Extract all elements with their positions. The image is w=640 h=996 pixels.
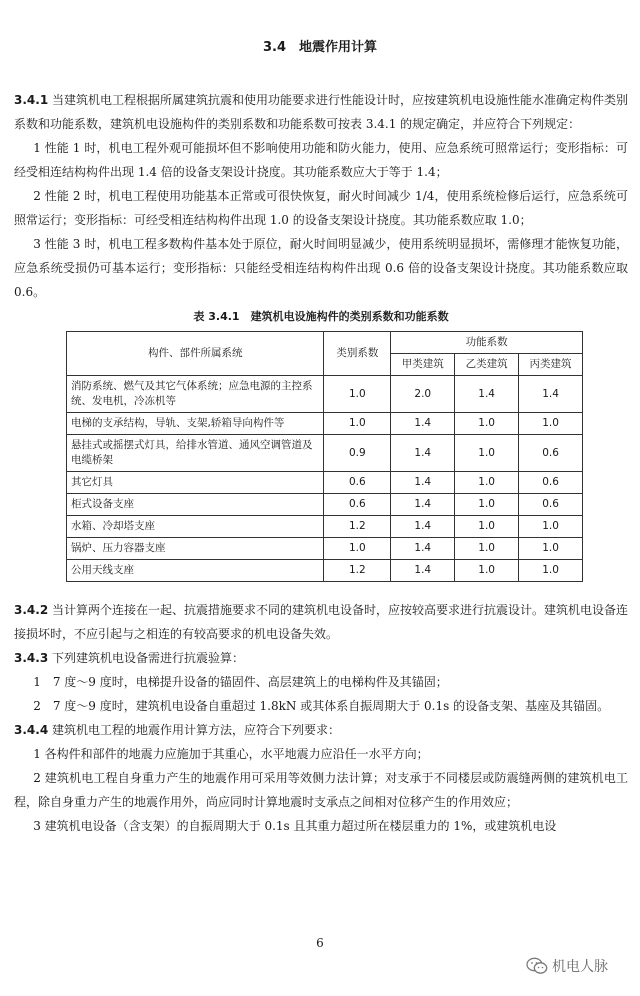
- row-class-b: 1.0: [455, 435, 519, 472]
- row-class-b: 1.0: [455, 472, 519, 494]
- clause-number: 3.4.4: [14, 723, 49, 737]
- coefficient-table: [66, 331, 583, 582]
- row-class-b: 1.0: [455, 516, 519, 538]
- row-class-a: 1.4: [391, 472, 455, 494]
- table-row: [67, 516, 583, 538]
- row-class-a: 1.4: [391, 435, 455, 472]
- section-title: 3.4 地震作用计算: [262, 40, 378, 55]
- page-body: [14, 88, 628, 838]
- watermark: [526, 956, 608, 976]
- clause-3-4-3-item-2: 2 7 度～9 度时，建筑机电设备自重超过 1.8kN 或其体系自振周期大于 0.1s 的设备支架、基座及其锚固。: [33, 699, 610, 713]
- table-row: [67, 494, 583, 516]
- clause-3-4-4-item-1: 1 各构件和部件的地震力应施加于其重心，水平地震力应沿任一水平方向；: [33, 747, 429, 761]
- table-row: [67, 413, 583, 435]
- row-class-a: 1.4: [391, 538, 455, 560]
- row-component: 悬挂式或摇摆式灯具，给排水管道、通风空调管道及电缆桥架: [67, 435, 324, 472]
- row-class-c: 1.0: [519, 538, 583, 560]
- page-number: 6: [316, 936, 324, 950]
- row-class-a: 1.4: [391, 560, 455, 582]
- row-class-b: 1.4: [455, 376, 519, 413]
- row-category: 1.2: [324, 516, 391, 538]
- row-class-a: 2.0: [391, 376, 455, 413]
- row-component: 柜式设备支座: [67, 494, 324, 516]
- row-component: 公用天线支座: [67, 560, 324, 582]
- clause-3-4-4: [14, 718, 628, 742]
- clause-number: 3.4.2: [14, 603, 49, 617]
- clause-3-4-3-item-1: 1 7 度～9 度时，电梯提升设备的锚固件、高层建筑上的电梯构件及其锚固；: [33, 675, 448, 689]
- row-class-c: 1.4: [519, 376, 583, 413]
- clause-text: 当建筑机电工程根据所属建筑抗震和使用功能要求进行性能设计时，应按建筑机电设施性能水准确定构件类别系数和功能系数，建筑机电设施构件的类别系数和功能系数可按表 3.4.1 的规定确定，并应符合下列规定：: [14, 93, 629, 131]
- table-row: [67, 538, 583, 560]
- row-component: 锅炉、压力容器支座: [67, 538, 324, 560]
- watermark-text: 机电人脉: [552, 959, 608, 975]
- header-class-a: 甲类建筑: [391, 354, 455, 376]
- row-category: 1.0: [324, 538, 391, 560]
- table-row: [67, 435, 583, 472]
- header-category: 类别系数: [324, 332, 391, 376]
- row-category: 0.6: [324, 494, 391, 516]
- table-caption: 表 3.4.1 建筑机电设施构件的类别系数和功能系数: [193, 310, 449, 323]
- table-row: [67, 560, 583, 582]
- row-class-c: 0.6: [519, 494, 583, 516]
- table-row: [67, 376, 583, 413]
- row-category: 0.6: [324, 472, 391, 494]
- table-header-row: [67, 332, 583, 354]
- row-category: 1.0: [324, 413, 391, 435]
- clause-3-4-4-item-3: 3 建筑机电设备（含支架）的自振周期大于 0.1s 且其重力超过所在楼层重力的 1%，或建筑机电设: [33, 819, 557, 833]
- row-component: 其它灯具: [67, 472, 324, 494]
- wechat-icon: [526, 957, 548, 975]
- row-class-c: 1.0: [519, 413, 583, 435]
- row-class-a: 1.4: [391, 494, 455, 516]
- clause-3-4-1-item-3: 3 性能 3 时，机电工程多数构件基本处于原位，耐火时间明显减少，使用系统明显损坏，需修理才能恢复功能，应急系统受损仍可基本运行；变形指标：只能经受相连结构构件出现 0.6 倍的设备支架设计挠度。其功能系数应取 0.6。: [14, 237, 628, 299]
- clause-3-4-4-item-2: 2 建筑机电工程自身重力产生的地震作用可采用等效侧力法计算；对支承于不同楼层或防震缝两侧的建筑机电工程，除自身重力产生的地震作用外，尚应同时计算地震时支承点之间相对位移产生的作用效应；: [14, 771, 628, 809]
- row-component: 电梯的支承结构，导轨、支架,轿箱导向构件等: [67, 413, 324, 435]
- clause-3-4-3: [14, 646, 628, 670]
- clause-text: 下列建筑机电设备需进行抗震验算：: [52, 651, 245, 665]
- header-component: 构件、部件所属系统: [67, 332, 324, 376]
- row-class-a: 1.4: [391, 516, 455, 538]
- clause-3-4-1: [14, 88, 628, 136]
- row-component: 水箱、冷却塔支座: [67, 516, 324, 538]
- row-class-c: 0.6: [519, 472, 583, 494]
- row-class-a: 1.4: [391, 413, 455, 435]
- clause-3-4-1-item-2: 2 性能 2 时，机电工程使用功能基本正常或可很快恢复，耐火时间减少 1/4，使用系统检修后运行，应急系统可照常运行；变形指标：可经受相连结构构件出现 1.0 的设备支架设计挠度。其功能系数应取 1.0；: [14, 189, 628, 227]
- row-class-b: 1.0: [455, 413, 519, 435]
- row-class-c: 0.6: [519, 435, 583, 472]
- header-function: 功能系数: [391, 332, 583, 354]
- clause-number: 3.4.1: [14, 93, 49, 107]
- clause-3-4-2: [14, 598, 628, 646]
- table-row: [67, 472, 583, 494]
- row-class-c: 1.0: [519, 560, 583, 582]
- row-category: 0.9: [324, 435, 391, 472]
- row-class-b: 1.0: [455, 538, 519, 560]
- row-category: 1.2: [324, 560, 391, 582]
- row-class-b: 1.0: [455, 494, 519, 516]
- clause-text: 当计算两个连接在一起、抗震措施要求不同的建筑机电设备时，应按较高要求进行抗震设计。建筑机电设备连接损坏时，不应引起与之相连的有较高要求的机电设备失效。: [14, 603, 629, 641]
- header-class-c: 丙类建筑: [519, 354, 583, 376]
- row-component: 消防系统、燃气及其它气体系统；应急电源的主控系统、发电机，冷冻机等: [67, 376, 324, 413]
- clause-number: 3.4.3: [14, 651, 49, 665]
- header-class-b: 乙类建筑: [455, 354, 519, 376]
- row-class-c: 1.0: [519, 516, 583, 538]
- row-category: 1.0: [324, 376, 391, 413]
- clause-3-4-1-item-1: 1 性能 1 时，机电工程外观可能损坏但不影响使用功能和防火能力，使用、应急系统可照常运行；变形指标：可经受相连结构构件出现 1.4 倍的设备支架设计挠度。其功能系数应大于等于 1.4；: [14, 141, 628, 179]
- clause-text: 建筑机电工程的地震作用计算方法，应符合下列要求：: [52, 723, 341, 737]
- row-class-b: 1.0: [455, 560, 519, 582]
